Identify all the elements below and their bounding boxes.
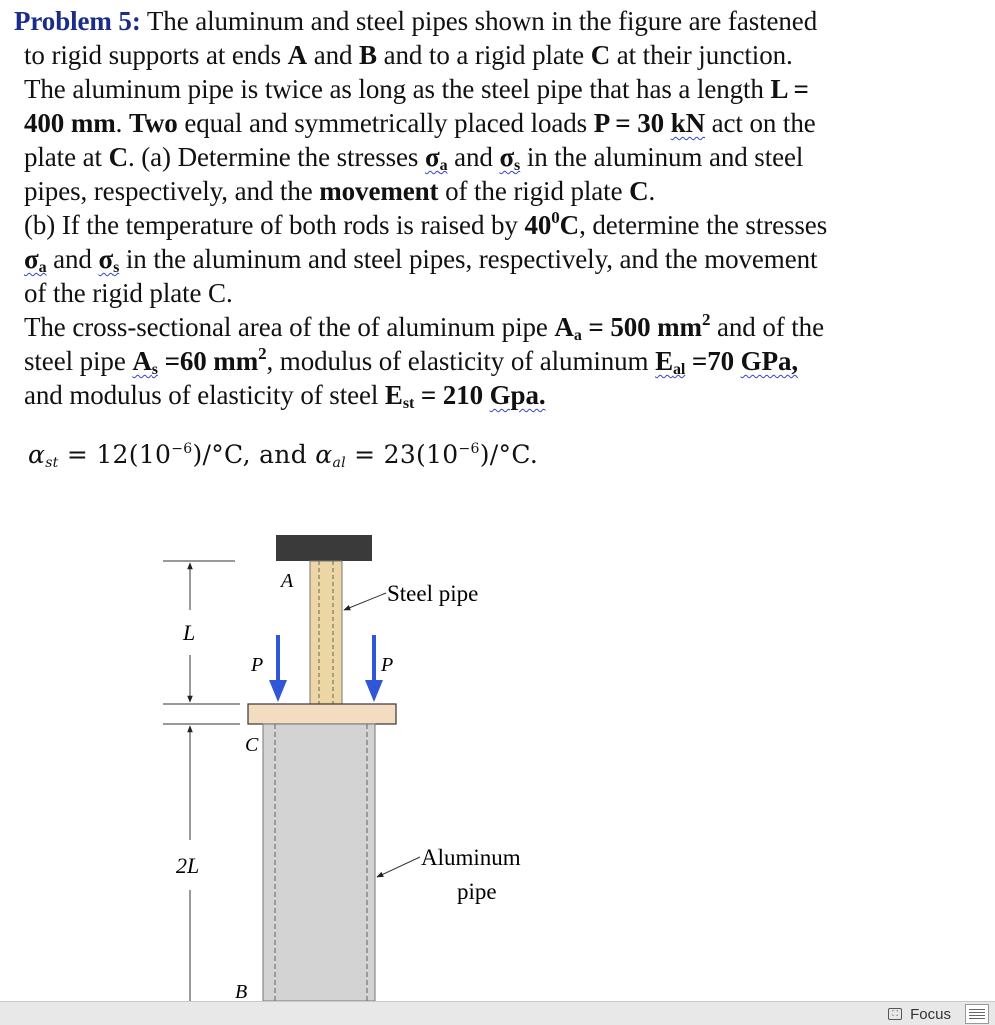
problem-line-5: plate at C. (a) Determine the stresses $\sigma_a$ and $\sigma_s$ in the aluminum and steel (24, 142, 804, 174)
aluminum-pipe (263, 724, 375, 1001)
label-c: C (245, 734, 259, 756)
focus-icon: ⛶ (888, 1008, 902, 1020)
label-a: A (281, 570, 294, 592)
steel-pipe-label: Steel pipe (387, 581, 479, 606)
problem-line-7: (b) If the temperature of both rods is raised by $40^0C$, determine the stresses (24, 208, 828, 240)
problem-line-1: Problem 5: The aluminum and steel pipes shown in the figure are fastened (14, 6, 818, 36)
problem-line-12: and modulus of elasticity of steel $E_{st} = 210$ Gpa. (24, 380, 546, 412)
problem-line-3: The aluminum pipe is twice as long as the steel pipe that has a length L = (24, 74, 809, 104)
label-2l: 2L (176, 853, 200, 878)
label-b: B (235, 981, 248, 1001)
aluminum-pipe-label-1: Aluminum (421, 845, 521, 870)
problem-line-8: $\sigma_a$ and $\sigma_s$ in the aluminum and steel pipes, respectively, and the movement (24, 244, 818, 276)
focus-label: Focus (910, 1005, 951, 1023)
thermal-coefficients-equation: $\alpha_{st} = 12(10^{-6})/^\circ C$, and $\alpha_{al} = 23(10^{-6})/^\circ C$. (28, 440, 539, 471)
problem-label: Problem 5: (14, 6, 141, 36)
aluminum-pipe-label-2: pipe (457, 879, 497, 904)
load-arrow-left (269, 635, 287, 702)
rigid-plate-c (248, 704, 396, 724)
problem-line-10: The cross-sectional area of the of aluminum pipe $A_a = 500$ $mm^2$ and of the (24, 310, 824, 344)
status-bar (0, 1001, 995, 1025)
problem-line-11: steel pipe $A_s =60$ $mm^2$, modulus of elasticity of aluminum $E_{al} =70$ GPa, (24, 344, 799, 378)
steel-pipe (310, 561, 342, 704)
label-p-right: P (381, 654, 394, 676)
page-view-icon[interactable] (965, 1004, 989, 1024)
aluminum-leader (377, 857, 420, 877)
problem-line-2: to rigid supports at ends A and B and to a rigid plate C at their junction. (24, 40, 793, 70)
problem-line-6: pipes, respectively, and the movement of the rigid plate C. (24, 176, 656, 206)
top-support (276, 535, 372, 561)
problem-line-4: 400 mm. Two equal and symmetrically placed loads P = 30 kN act on the (24, 108, 816, 138)
focus-button[interactable] (888, 1006, 951, 1022)
dimension-L (163, 561, 240, 724)
label-l: L (183, 620, 196, 645)
problem-line-9: of the rigid plate C. (24, 278, 233, 308)
steel-leader (344, 593, 386, 610)
label-p-left: P (251, 654, 264, 676)
